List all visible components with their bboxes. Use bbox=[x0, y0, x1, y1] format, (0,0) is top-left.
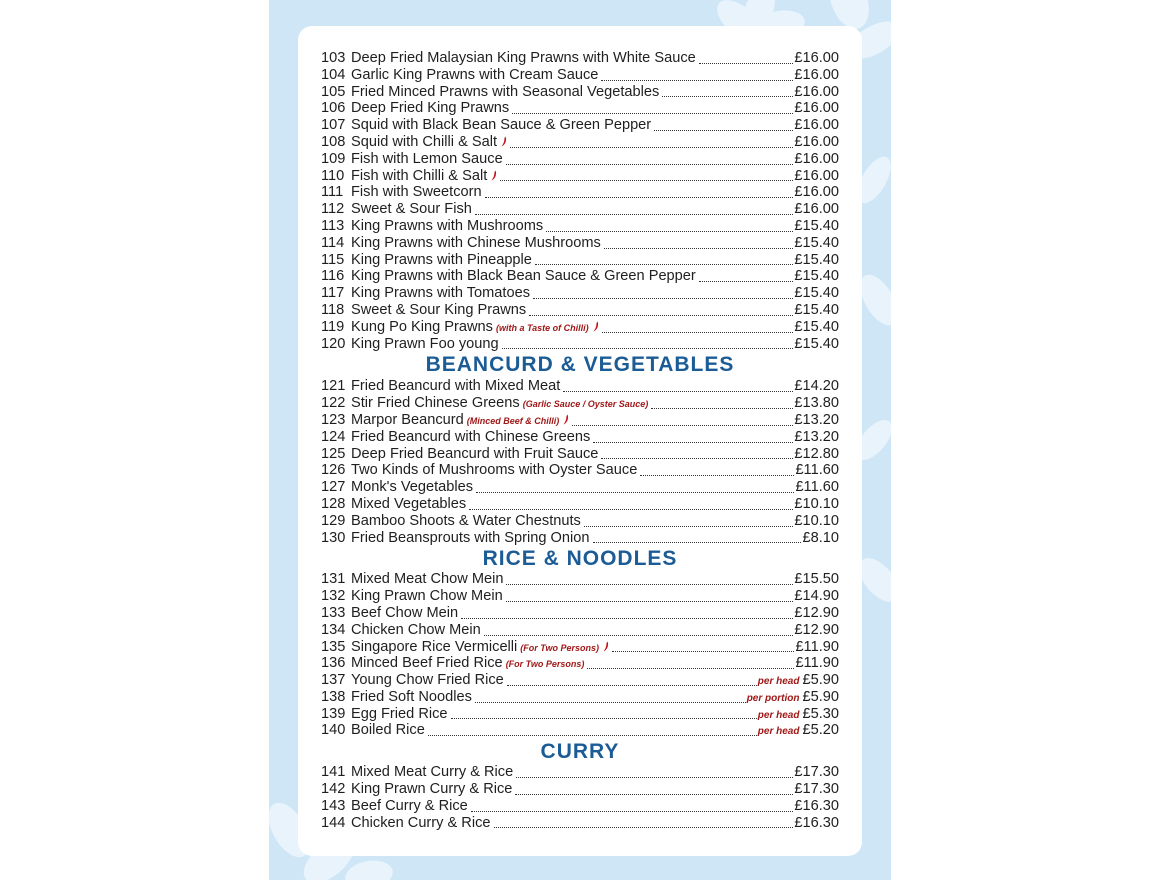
leader-dots bbox=[662, 95, 793, 97]
item-number: 143 bbox=[321, 797, 346, 814]
menu-item bbox=[321, 151, 839, 168]
leader-dots bbox=[471, 810, 794, 812]
item-price: £13.20 bbox=[794, 428, 839, 445]
item-name: Fried Minced Prawns with Seasonal Vegetables bbox=[351, 83, 660, 100]
item-price: £11.60 bbox=[795, 462, 839, 479]
leader-dots bbox=[563, 390, 793, 392]
item-name: Deep Fried Beancurd with Fruit Sauce bbox=[351, 445, 599, 462]
menu-item bbox=[321, 184, 839, 201]
menu-item bbox=[321, 639, 839, 656]
item-name: King Prawns with Chinese Mushrooms bbox=[351, 234, 601, 251]
item-number: 104 bbox=[321, 66, 346, 83]
menu-item bbox=[321, 764, 839, 781]
menu-list bbox=[321, 50, 839, 831]
item-number: 122 bbox=[321, 395, 346, 412]
item-price: £15.40 bbox=[794, 217, 839, 234]
item-name: Fried Beansprouts with Spring Onion bbox=[351, 529, 590, 546]
item-number: 140 bbox=[321, 722, 346, 739]
menu-item bbox=[321, 655, 839, 672]
item-name: Fried Beancurd with Chinese Greens bbox=[351, 428, 591, 445]
item-price: £15.40 bbox=[794, 318, 839, 335]
leader-dots bbox=[533, 297, 793, 299]
leader-dots bbox=[512, 112, 793, 114]
menu-item bbox=[321, 395, 839, 412]
leader-dots bbox=[654, 129, 793, 131]
item-price: £8.10 bbox=[802, 529, 839, 546]
leader-dots bbox=[529, 314, 793, 316]
item-note: (Garlic Sauce / Oyster Sauce) bbox=[522, 399, 649, 410]
item-price: £17.30 bbox=[794, 764, 839, 781]
item-number: 144 bbox=[321, 814, 346, 831]
item-name: Beef Curry & Rice bbox=[351, 797, 468, 814]
price-unit: per head bbox=[757, 726, 800, 738]
menu-item bbox=[321, 268, 839, 285]
item-number: 138 bbox=[321, 688, 346, 705]
menu-item bbox=[321, 252, 839, 269]
menu-item bbox=[321, 479, 839, 496]
item-price: £15.50 bbox=[794, 571, 839, 588]
chilli-icon bbox=[563, 413, 569, 424]
item-price: £16.30 bbox=[794, 797, 839, 814]
item-name: King Prawns with Mushrooms bbox=[351, 217, 544, 234]
leader-dots bbox=[601, 79, 793, 81]
item-number: 117 bbox=[321, 285, 345, 302]
menu-item bbox=[321, 412, 839, 429]
leader-dots bbox=[506, 600, 794, 602]
item-price: £16.00 bbox=[794, 167, 839, 184]
item-number: 124 bbox=[321, 428, 346, 445]
item-number: 115 bbox=[321, 251, 345, 268]
menu-item bbox=[321, 706, 839, 723]
leader-dots bbox=[451, 717, 757, 719]
item-name: Minced Beef Fried Rice bbox=[351, 655, 503, 672]
menu-item bbox=[321, 571, 839, 588]
chilli-icon bbox=[501, 135, 507, 146]
leader-dots bbox=[601, 457, 793, 459]
section-heading: CURRY bbox=[540, 740, 620, 764]
menu-item bbox=[321, 218, 839, 235]
menu-item bbox=[321, 336, 839, 353]
menu-item bbox=[321, 117, 839, 134]
item-name: Squid with Chilli & Salt bbox=[351, 133, 498, 150]
item-name: Kung Po King Prawns bbox=[351, 318, 493, 335]
item-price: £15.40 bbox=[794, 301, 839, 318]
leader-dots bbox=[516, 776, 793, 778]
leader-dots bbox=[699, 280, 794, 282]
item-number: 116 bbox=[321, 268, 345, 285]
item-name: Beef Chow Mein bbox=[351, 604, 459, 621]
item-name: Mixed Meat Curry & Rice bbox=[351, 764, 514, 781]
price-unit: per head bbox=[757, 676, 800, 688]
item-price: £14.90 bbox=[794, 588, 839, 605]
item-number: 129 bbox=[321, 512, 346, 529]
item-name: Sweet & Sour Fish bbox=[351, 201, 472, 218]
item-price: £15.40 bbox=[794, 335, 839, 352]
item-price: £5.90 bbox=[802, 672, 839, 689]
leader-dots bbox=[593, 541, 802, 543]
chilli-icon bbox=[603, 640, 609, 651]
item-number: 118 bbox=[321, 301, 345, 318]
menu-item bbox=[321, 689, 839, 706]
item-number: 109 bbox=[321, 150, 346, 167]
menu-item bbox=[321, 67, 839, 84]
item-price: £15.40 bbox=[794, 234, 839, 251]
menu-item bbox=[321, 462, 839, 479]
item-name: Young Chow Fried Rice bbox=[351, 672, 504, 689]
leader-dots bbox=[476, 491, 794, 493]
item-note: (with a Taste of Chilli) bbox=[495, 322, 589, 333]
item-number: 112 bbox=[321, 201, 345, 218]
section-heading: BEANCURD & VEGETABLES bbox=[425, 353, 735, 377]
item-price: £5.90 bbox=[802, 688, 839, 705]
item-number: 103 bbox=[321, 50, 346, 66]
item-price: £17.30 bbox=[794, 781, 839, 798]
leader-dots bbox=[484, 634, 794, 636]
item-name: Chicken Curry & Rice bbox=[351, 814, 491, 831]
item-price: £13.80 bbox=[794, 395, 839, 412]
menu-item bbox=[321, 235, 839, 252]
price-unit: per head bbox=[757, 709, 800, 721]
item-number: 139 bbox=[321, 705, 346, 722]
item-price: £5.30 bbox=[802, 705, 839, 722]
item-price: £16.00 bbox=[794, 184, 839, 201]
item-name: Squid with Black Bean Sauce & Green Pepper bbox=[351, 117, 652, 134]
item-name: Mixed Vegetables bbox=[351, 495, 467, 512]
item-number: 107 bbox=[321, 117, 346, 134]
item-name: Fried Soft Noodles bbox=[351, 688, 472, 705]
menu-item bbox=[321, 588, 839, 605]
item-price: £16.00 bbox=[794, 83, 839, 100]
item-number: 130 bbox=[321, 529, 346, 546]
leader-dots bbox=[640, 474, 794, 476]
item-name: Fish with Sweetcorn bbox=[351, 184, 482, 201]
menu-item bbox=[321, 100, 839, 117]
item-number: 127 bbox=[321, 479, 346, 496]
item-price: £15.40 bbox=[794, 251, 839, 268]
leader-dots bbox=[469, 508, 793, 510]
item-price: £11.90 bbox=[795, 655, 839, 672]
menu-item bbox=[321, 302, 839, 319]
item-name: King Prawn Chow Mein bbox=[351, 588, 503, 605]
section-heading: RICE & NOODLES bbox=[482, 547, 678, 571]
item-price: £12.90 bbox=[794, 621, 839, 638]
menu-item bbox=[321, 798, 839, 815]
item-price: £12.80 bbox=[794, 445, 839, 462]
item-number: 123 bbox=[321, 411, 346, 428]
item-number: 110 bbox=[321, 167, 345, 184]
leader-dots bbox=[475, 213, 794, 215]
item-price: £13.20 bbox=[794, 411, 839, 428]
item-number: 106 bbox=[321, 100, 346, 117]
leader-dots bbox=[584, 525, 794, 527]
price-unit: per portion bbox=[746, 692, 800, 704]
leader-dots bbox=[485, 196, 794, 198]
item-name: King Prawns with Black Bean Sauce & Green Pepper bbox=[351, 268, 696, 285]
menu-item bbox=[321, 622, 839, 639]
leader-dots bbox=[604, 247, 794, 249]
item-price: £16.00 bbox=[794, 66, 839, 83]
leader-dots bbox=[475, 701, 746, 703]
item-name: Fish with Chilli & Salt bbox=[351, 167, 488, 184]
item-price: £16.00 bbox=[794, 117, 839, 134]
item-name: Fish with Lemon Sauce bbox=[351, 150, 503, 167]
item-price: £15.40 bbox=[794, 268, 839, 285]
item-price: £16.00 bbox=[794, 100, 839, 117]
leader-dots bbox=[699, 62, 794, 64]
item-price: £15.40 bbox=[794, 285, 839, 302]
item-number: 126 bbox=[321, 462, 346, 479]
leader-dots bbox=[502, 347, 794, 349]
item-number: 134 bbox=[321, 621, 346, 638]
menu-item bbox=[321, 201, 839, 218]
item-name: Chicken Chow Mein bbox=[351, 621, 481, 638]
item-name: Mixed Meat Chow Mein bbox=[351, 571, 504, 588]
item-price: £16.00 bbox=[794, 133, 839, 150]
item-number: 133 bbox=[321, 604, 346, 621]
menu-page bbox=[269, 0, 891, 880]
leader-dots bbox=[510, 146, 793, 148]
item-number: 141 bbox=[321, 764, 346, 781]
menu-item bbox=[321, 168, 839, 185]
item-price: £16.30 bbox=[794, 814, 839, 831]
leader-dots bbox=[506, 583, 793, 585]
leader-dots bbox=[587, 667, 794, 669]
chilli-icon bbox=[593, 320, 599, 331]
item-name: King Prawns with Tomatoes bbox=[351, 285, 530, 302]
menu-item bbox=[321, 530, 839, 547]
item-name: Marpor Beancurd bbox=[351, 411, 464, 428]
item-price: £16.00 bbox=[794, 201, 839, 218]
item-name: Deep Fried Malaysian King Prawns with White Sauce bbox=[351, 50, 696, 66]
leader-dots bbox=[651, 407, 793, 409]
item-note: (Minced Beef & Chilli) bbox=[466, 415, 560, 426]
item-number: 114 bbox=[321, 234, 345, 251]
item-price: £16.00 bbox=[794, 50, 839, 66]
item-name: Fried Beancurd with Mixed Meat bbox=[351, 378, 561, 395]
chilli-icon bbox=[491, 169, 497, 180]
item-number: 108 bbox=[321, 133, 346, 150]
item-name: Egg Fried Rice bbox=[351, 705, 448, 722]
leader-dots bbox=[593, 441, 793, 443]
menu-item bbox=[321, 496, 839, 513]
item-name: Garlic King Prawns with Cream Sauce bbox=[351, 66, 599, 83]
item-note: (For Two Persons) bbox=[520, 642, 599, 653]
menu-item bbox=[321, 319, 839, 336]
item-number: 137 bbox=[321, 672, 346, 689]
menu-item bbox=[321, 378, 839, 395]
item-number: 142 bbox=[321, 781, 346, 798]
item-number: 119 bbox=[321, 318, 345, 335]
item-number: 111 bbox=[321, 184, 344, 201]
item-number: 105 bbox=[321, 83, 346, 100]
leader-dots bbox=[515, 793, 793, 795]
leader-dots bbox=[535, 263, 793, 265]
leader-dots bbox=[428, 734, 757, 736]
item-name: Stir Fried Chinese Greens bbox=[351, 395, 520, 412]
menu-item bbox=[321, 429, 839, 446]
item-number: 128 bbox=[321, 495, 346, 512]
item-name: King Prawn Curry & Rice bbox=[351, 781, 513, 798]
item-price: £14.20 bbox=[794, 378, 839, 395]
item-name: Bamboo Shoots & Water Chestnuts bbox=[351, 512, 581, 529]
menu-item bbox=[321, 672, 839, 689]
item-number: 136 bbox=[321, 655, 346, 672]
menu-item bbox=[321, 446, 839, 463]
menu-item bbox=[321, 605, 839, 622]
leader-dots bbox=[461, 617, 793, 619]
item-price: £16.00 bbox=[794, 150, 839, 167]
menu-item bbox=[321, 513, 839, 530]
leader-dots bbox=[500, 179, 793, 181]
leader-dots bbox=[546, 230, 793, 232]
menu-item bbox=[321, 134, 839, 151]
item-number: 120 bbox=[321, 335, 346, 352]
item-number: 113 bbox=[321, 217, 345, 234]
item-name: Boiled Rice bbox=[351, 722, 425, 739]
item-name: Singapore Rice Vermicelli bbox=[351, 638, 518, 655]
item-price: £10.10 bbox=[794, 495, 839, 512]
menu-card bbox=[298, 26, 862, 856]
item-price: £10.10 bbox=[794, 512, 839, 529]
leader-dots bbox=[572, 424, 793, 426]
menu-item bbox=[321, 722, 839, 739]
item-price: £11.60 bbox=[795, 479, 839, 496]
item-price: £5.20 bbox=[802, 722, 839, 739]
item-name: King Prawn Foo young bbox=[351, 335, 499, 352]
item-number: 131 bbox=[321, 571, 346, 588]
leader-dots bbox=[612, 650, 794, 652]
menu-item bbox=[321, 781, 839, 798]
item-number: 132 bbox=[321, 588, 346, 605]
leader-dots bbox=[602, 331, 794, 333]
menu-item bbox=[321, 50, 839, 67]
item-number: 135 bbox=[321, 638, 346, 655]
item-name: King Prawns with Pineapple bbox=[351, 251, 532, 268]
item-price: £12.90 bbox=[794, 604, 839, 621]
item-note: (For Two Persons) bbox=[505, 659, 585, 670]
item-number: 125 bbox=[321, 445, 346, 462]
item-number: 121 bbox=[321, 378, 346, 395]
menu-item bbox=[321, 285, 839, 302]
item-price: £11.90 bbox=[795, 638, 839, 655]
item-name: Deep Fried King Prawns bbox=[351, 100, 510, 117]
leader-dots bbox=[494, 826, 794, 828]
item-name: Monk's Vegetables bbox=[351, 479, 474, 496]
item-name: Sweet & Sour King Prawns bbox=[351, 301, 527, 318]
item-name: Two Kinds of Mushrooms with Oyster Sauce bbox=[351, 462, 638, 479]
leader-dots bbox=[507, 684, 757, 686]
leader-dots bbox=[506, 163, 794, 165]
menu-item bbox=[321, 815, 839, 832]
menu-item bbox=[321, 84, 839, 101]
